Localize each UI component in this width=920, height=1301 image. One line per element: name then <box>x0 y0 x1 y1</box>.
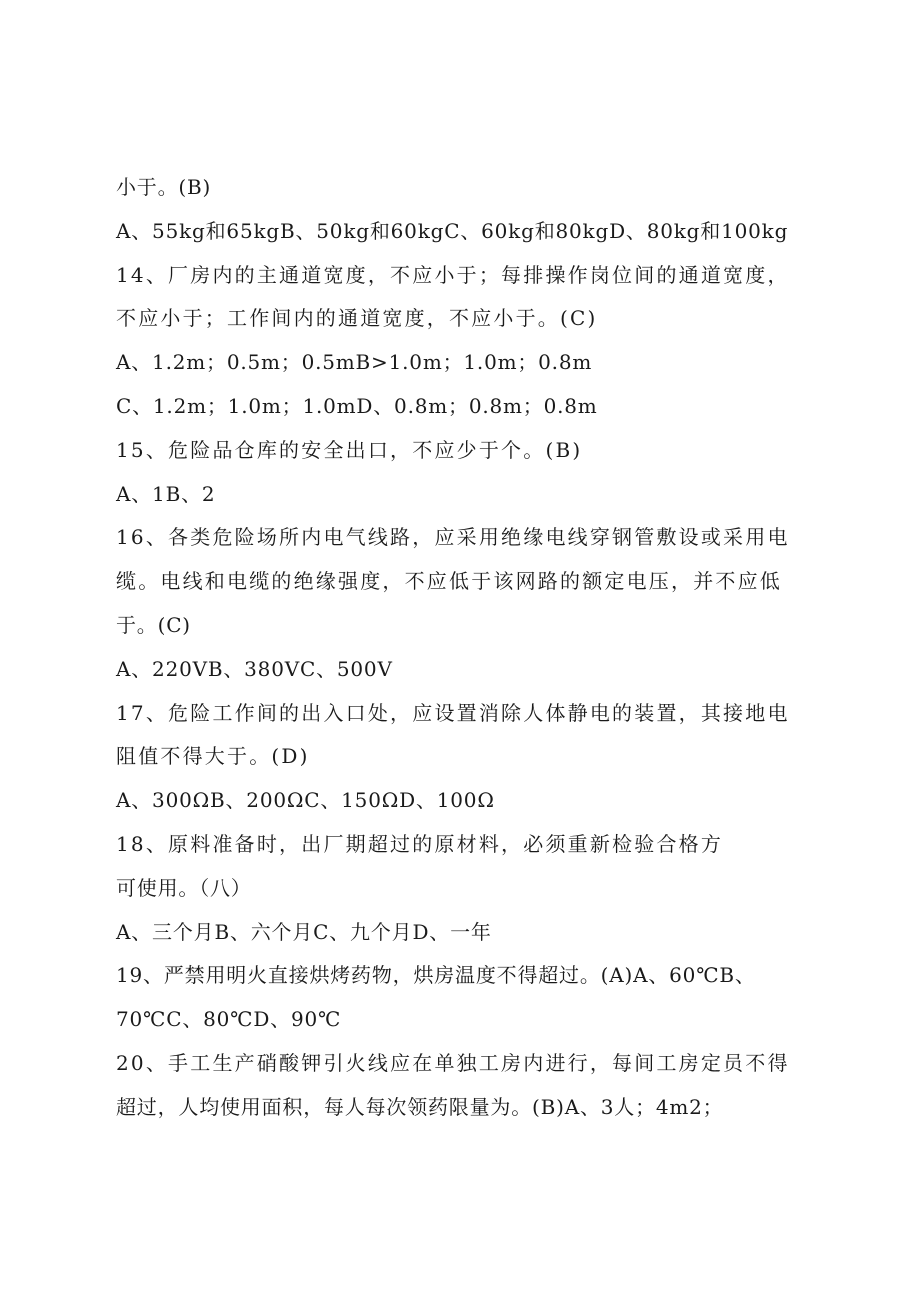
text-line: A、1B、2 <box>116 481 216 506</box>
text-body <box>116 166 816 1130</box>
text-line: 不应小于；工作间内的通道宽度，不应小于。(C) <box>116 306 598 331</box>
text-line: 19、严禁用明火直接烘烤药物，烘房温度不得超过。(A)A、60℃B、 <box>116 963 756 988</box>
text-line: A、220VB、380VC、500V <box>116 656 393 681</box>
text-line: 可使用。（八） <box>116 875 252 900</box>
text-line: 超过，人均使用面积，每人每次领药限量为。(B)A、3人；4m2； <box>116 1094 724 1119</box>
text-line: 缆。电线和电缆的绝缘强度，不应低于该网路的额定电压，并不应低 <box>116 569 782 594</box>
text-line: 15、危险品仓库的安全出口，不应少于个。(B) <box>116 437 583 462</box>
text-line: 70℃C、80℃D、90℃ <box>116 1007 342 1032</box>
text-line: 14、厂房内的主通道宽度，不应小于；每排操作岗位间的通道宽度， <box>116 262 790 287</box>
text-line: 18、原料准备时，出厂期超过的原材料，必须重新检验合格方 <box>116 831 724 856</box>
text-line: A、300ΩB、200ΩC、150ΩD、100Ω <box>116 788 495 813</box>
text-line: 小于。(B) <box>116 175 212 199</box>
text-line: C、1.2m；1.0m；1.0mD、0.8m；0.8m；0.8m <box>116 393 598 418</box>
text-line: A、55kg和65kgB、50kg和60kgC、60kg和80kgD、80kg和100kg <box>116 218 789 243</box>
text-line: 16、各类危险场所内电气线路，应采用绝缘电线穿钢管敷设或采用电 <box>116 525 790 550</box>
text-line: 17、危险工作间的出入口处，应设置消除人体静电的装置，其接地电 <box>116 700 790 725</box>
text-line: A、1.2m；0.5m；0.5mB>1.0m；1.0m；0.8m <box>116 350 593 375</box>
text-line: 于。(C) <box>116 612 191 637</box>
text-line: 20、手工生产硝酸钾引火线应在单独工房内进行，每间工房定员不得 <box>116 1050 790 1075</box>
text-line: 阻值不得大于。(D) <box>116 744 310 769</box>
text-line: A、三个月B、六个月C、九个月D、一年 <box>116 919 492 944</box>
